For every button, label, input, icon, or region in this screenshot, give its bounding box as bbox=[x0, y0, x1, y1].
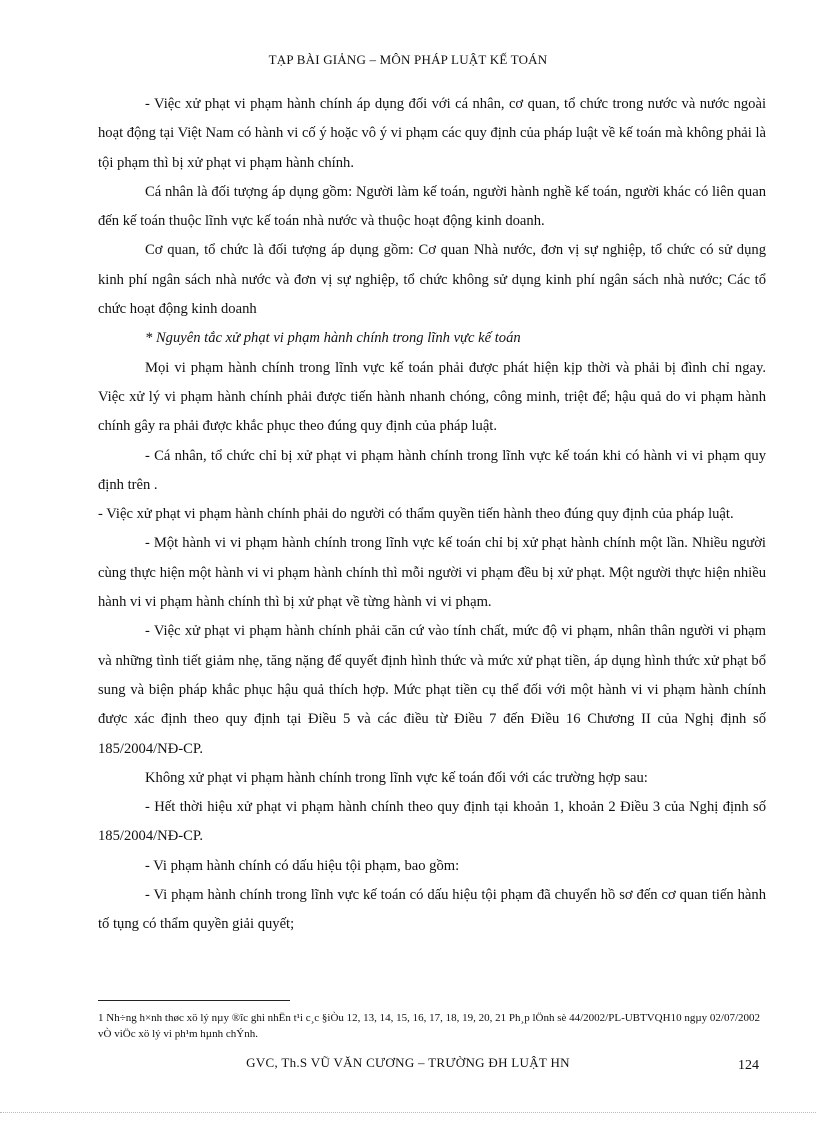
paragraph: - Cá nhân, tổ chức chỉ bị xử phạt vi phạm hành chính trong lĩnh vực kế toán khi có hành vi vi phạm quy định trên . bbox=[98, 447, 766, 493]
page-number: 124 bbox=[738, 1058, 759, 1073]
page-bottom-divider bbox=[0, 1112, 816, 1113]
paragraph: - Việc xử phạt vi phạm hành chính áp dụng đối với cá nhân, cơ quan, tổ chức trong nước và nước ngoài hoạt động tại Việt Nam có hành vi cố ý hoặc vô ý vi phạm các quy định của pháp luật về kế toán mà không phải là tội phạm thì bị xử phạt vi phạm hành chính. bbox=[98, 96, 766, 171]
paragraph: - Vi phạm hành chính trong lĩnh vực kế toán có dấu hiệu tội phạm đã chuyển hồ sơ đến cơ quan tiến hành tố tụng có thẩm quyền giải quyết; bbox=[98, 887, 766, 933]
paragraph: - Việc xử phạt vi phạm hành chính phải do người có thẩm quyền tiến hành theo đúng quy định của pháp luật. bbox=[98, 506, 734, 523]
footnote-divider bbox=[98, 1000, 290, 1001]
paragraph: Mọi vi phạm hành chính trong lĩnh vực kế toán phải được phát hiện kịp thời và phải bị đình chỉ ngay. Việc xử lý vi phạm hành chính phải được tiến hành nhanh chóng, công minh, triệt để; hậu quả do vi phạm hành chính gây ra phải được khắc phục theo đúng quy định của pháp luật. bbox=[98, 359, 766, 435]
body-text bbox=[98, 90, 766, 940]
page-footer: GVC, Th.S VŨ VĂN CƯƠNG – TRƯỜNG ĐH LUẬT HN bbox=[246, 1055, 570, 1070]
paragraph: Không xử phạt vi phạm hành chính trong lĩnh vực kế toán đối với các trường hợp sau: bbox=[145, 769, 648, 786]
paragraph: Cơ quan, tổ chức là đối tượng áp dụng gồm: Cơ quan Nhà nước, đơn vị sự nghiệp, tổ chức có sử dụng kinh phí ngân sách nhà nước và đơn vị sự nghiệp, tổ chức không sử dụng kinh phí ngân sách nhà nước; Các tổ chức hoạt động kinh doanh bbox=[98, 242, 766, 318]
paragraph: - Hết thời hiệu xử phạt vi phạm hành chính theo quy định tại khoản 1, khoản 2 Điều 3 của Nghị định số 185/2004/NĐ-CP. bbox=[98, 799, 766, 845]
paragraph: - Vi phạm hành chính có dấu hiệu tội phạm, bao gồm: bbox=[145, 857, 460, 874]
paragraph: Cá nhân là đối tượng áp dụng gồm: Người làm kế toán, người hành nghề kế toán, người khác có liên quan đến kế toán thuộc lĩnh vực kế toán nhà nước và thuộc hoạt động kinh doanh. bbox=[98, 183, 766, 230]
footnote: 1 Nh÷ng h×nh thøc xö lý nµy ®îc ghi nhËn t¹i c¸c §iÒu 12, 13, 14, 15, 16, 17, 18, 19, 20, 21 Ph¸p lÖnh sè 44/2002/PL-UBTVQH10 ngµy 02/07/2002 vÒ viÖc xö lý vi ph¹m hµnh chÝnh. bbox=[98, 1012, 761, 1040]
paragraph: - Một hành vi vi phạm hành chính trong lĩnh vực kế toán chỉ bị xử phạt hành chính một lần. Nhiều người cùng thực hiện một hành vi vi phạm hành chính thì mỗi người vi phạm đều bị xử phạt. Một người thực hiện nhiều hành vi vi phạm hành chính thì bị xử phạt về từng hành vi vi phạm. bbox=[98, 535, 766, 611]
section-heading: * Nguyên tắc xử phạt vi phạm hành chính trong lĩnh vực kế toán bbox=[145, 330, 521, 347]
paragraph: - Việc xử phạt vi phạm hành chính phải căn cứ vào tính chất, mức độ vi phạm, nhân thân người vi phạm và những tình tiết giảm nhẹ, tăng nặng để quyết định hình thức và mức xử phạt tiền, áp dụng hình thức xử phạt bổ sung và biện pháp khắc phục hậu quả thích hợp. Mức phạt tiền cụ thể đối với một hành vi vi phạm hành chính được xác định theo quy định tại Điều 5 và các điều từ Điều 7 đến Điều 16 Chương II của Nghị định số 185/2004/NĐ-CP. bbox=[98, 623, 766, 757]
page-header: TẠP BÀI GIẢNG – MÔN PHÁP LUẬT KẾ TOÁN bbox=[268, 52, 548, 67]
